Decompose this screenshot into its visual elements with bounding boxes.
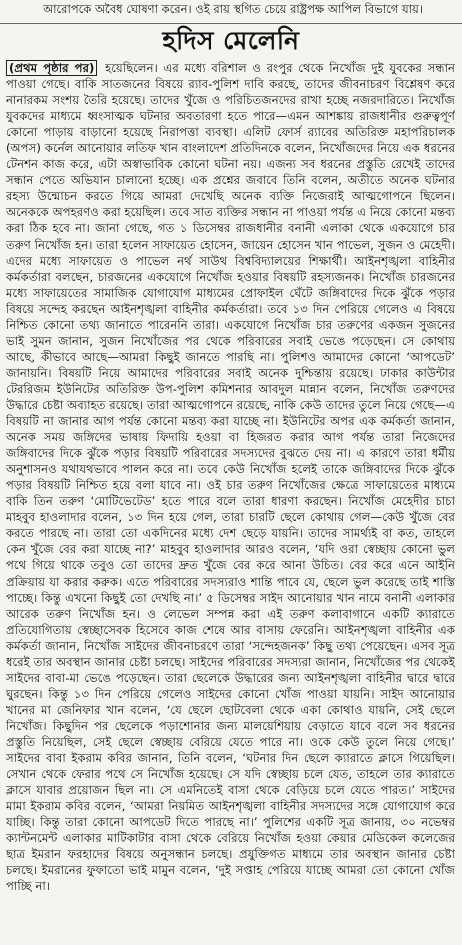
article-headline: হদিস মেলেনি — [162, 26, 300, 55]
continuation-tag: (প্রথম পৃষ্ঠার পর) — [6, 60, 97, 76]
body-text: হয়েছিলেন। এর মধ্যে বরিশাল ও রংপুর থেকে নিখোঁজ দুই যুবকের সন্ধান পাওয়া গেছে। বাকি সাতজনের বিষয়ে র‍্যাব-পুলিশ দাবি করছে, তাদের জীবনাচরণ বিশ্লেষণ করে নানারকম সংশয় তৈরি হয়েছে। তাদের খুঁজে ও পরিচিতজনদের রাখা হচ্ছে নজরদারিতে। নিখোঁজ যুবকদের মাধ্যমে ধ্বংসাত্মক ঘটনার অবতারণা হতে পারে—এমন আশঙ্কায় রাজধানীর গুরুত্বপূর্ণ কোনো পাড়ায় বাড়ানো হয়েছে নিরাপত্তা ব্যবস্থা। এলিট ফোর্স র‍্যাবের অতিরিক্ত মহাপরিচালক (অপস) কর্নেল আনোয়ার লতিফ খান বাংলাদেশ প্রতিদিনকে বলেন, নিখোঁজদের নিয়ে এক ধরনের টেনশন কাজ করে, এটা অস্বাভাবিক কোনো ঘটনা নয়। এজন্য সব ধরনের প্রস্তুতি রেখেই তাদের সন্ধান পেতে অভিযান চালানো হচ্ছে। এক প্রশ্নের জবাবে তিনি বলেন, অতীতে অনেক ঘটনার রহস্য উন্মোচন করতে গিয়ে আমরা দেখেছি অনেক ব্যক্তি নিজেরাই আত্মগোপনে ছিলেন। অনেককে অপহরণও করা হয়েছিল। তবে সাত ব্যক্তির সন্ধান না পাওয়া পর্যন্ত এ নিয়ে কোনো মন্তব্য করা ঠিক হবে না। জানা গেছে, গত ১ ডিসেম্বর রাজধানীর বনানী এলাকা থেকে একযোগে চার তরুণ নিখোঁজ হন। তারা হলেন সাফায়েত হোসেন, জায়েন হোসেন খান পাভেল, সুজন ও মেহেদী। এদের মধ্যে সাফায়েত ও পাভেল নর্থ সাউথ বিশ্ববিদ্যালয়ের শিক্ষার্থী। আইনশৃঙ্খলা বাহিনীর কর্মকর্তারা বলছেন, চারজনের একযোগে নিখোঁজ হওয়ার বিষয়টি রহস্যজনক। নিখোঁজ চারজনের মধ্যে সাফায়েতের সামাজিক যোগাযোগ মাধ্যমের প্রোফাইল ঘেঁটে জঙ্গিবাদের দিকে ঝুঁকে পড়ার বিষয়ে সন্দেহ করছেন আইনশৃঙ্খলা বাহিনীর কর্মকর্তারা। তবে ১৩ দিন পেরিয়ে গেলেও এ বিষয়ে নিশ্চিত কোনো তথ্য জানাতে পারেননি তারা। একযোগে নিখোঁজ চার তরুণের একজন সুজনের ভাই সুমন জানান, সুজন নিখোঁজের পর থেকে পরিবারের সবাই ভেঙে পড়েছেন। সে কোথায় আছে, কীভাবে আছে—আমরা কিছুই জানতে পারছি না। পুলিশও আমাদের কোনো ‘আপডেট’ জানায়নি। বিষয়টি নিয়ে আমাদের পরিবারের সবাই অনেক দুশ্চিন্তায় রয়েছে। ঢাকার কাউন্টার টেররিজম ইউনিটের অতিরিক্ত উপ-পুলিশ কমিশনার আবদুল মান্নান বলেন, নিখোঁজ তরুণদের উদ্ধারে চেষ্টা অব্যাহত রয়েছে। তারা আত্মগোপনে রয়েছে, নাকি কেউ তাদের তুলে নিয়ে গেছে—এ বিষয়টি না জানার আগ পর্যন্ত কোনো মন্তব্য করা যাচ্ছে না। ইউনিটের অপর এক কর্মকর্তা জানান, অনেক সময় জঙ্গিদের ভাষায় ফিদায়ি হওয়া বা হিজরত করার আগ পর্যন্ত তারা নিজেদের জঙ্গিবাদের দিকে ঝুঁকে পড়ার বিষয়টি পরিবারের সদস্যদের বুঝতে দেয় না। এ কারণে তারা ধর্মীয় অনুশাসনও যথাযথভাবে পালন করে না। তবে কেউ নিখোঁজ হলেই তাকে জঙ্গিবাদের দিকে ঝুঁকে পড়ার বিষয়টি নিশ্চিত হয়ে বলা যাবে না। ওই চার তরুণ নিখোঁজের ক্ষেত্রে সাফায়েতের মাধ্যমে বাকি তিন তরুণ ‘মোটিভেটেড’ হতে পারে বলে তারা ধারণা করছেন। নিখোঁজ মেহেদীর চাচা মাহবুব হাওলাদার বলেন, ১৩ দিন হয়ে গেল, তারা চারটি ছেলে কোথায় গেল—কেউ খুঁজে বের করতে পারছে না। তারা তো একদিনের মধ্যে দেশ ছেড়ে যায়নি। তাদের সামর্থ্যই বা কত, তাহলে কেন খুঁজে বের করা যাচ্ছে না?’ মাহবুব হাওলাদার আরও বলেন, ‘যদি ওরা স্বেচ্ছায় কোনো ভুল পথে গিয়ে থাকে তবুও তো তাদের দ্রুত খুঁজে বের করে আনা উচিত। বের করে এনে আইনি প্রক্রিয়ায় যা করার করুক। এতে পরিবারের সদস্যরাও শান্তি পাবে যে, ছেলে ভুল করেছে তাই শাস্তি পাচ্ছে। কিন্তু এখনো কিছুই তো দেখছি না।’ ৫ ডিসেম্বর সাইদ আনোয়ার খান নামে বনানী এলাকার আরেক তরুণ নিখোঁজ হন। ও লেভেল সম্পন্ন করা এই তরুণ কলাবাগানে একটি ক্যারাতে প্রতিযোগিতায় স্বেচ্ছাসেবক হিসেবে কাজ শেষে আর বাসায় ফেরেনি। আইনশৃঙ্খলা বাহিনীর এক কর্মকর্তা জানান, নিখোঁজ সাইদের জীবনাচরণে তারা ‘সন্দেহজনক’ কিছু তথ্য পেয়েছেন। এসব সূত্র ধরেই তার অবস্থান জানার চেষ্টা চলছে। সাইদের পরিবারের সদস্যরা জানান, নিখোঁজের পর থেকেই সাইদের বাবা-মা ভেঙে পড়েছেন। তারা ছেলেকে উদ্ধারের জন্য আইনশৃঙ্খলা বাহিনীর দ্বারে দ্বারে ঘুরছেন। কিন্তু ১৩ দিন পেরিয়ে গেলেও সাইদের কোনো খোঁজ পাওয়া যায়নি। সাইদ আনোয়ার খানের মা জেনিফার খান বলেন, ‘যে ছেলে ছোটবেলা থেকে একা কোথাও যায়নি, সেই ছেলে নিখোঁজ। কিছুদিন পর ছেলেকে পড়াশোনার জন্য মালয়েশিয়ায় বেড়াতে যাবে বলে সব ধরনের প্রস্তুতি নিয়েছিল, সেই ছেলে স্বেচ্ছায় বেরিয়ে যেতে পারে না। ওকে কেউ তুলে নিয়ে গেছে।’ সাইদের বাবা ইকরাম কবির জানান, তিনি বলেন, ‘ঘটনার দিন ছেলে ক্যারাতে ক্লাসে গিয়েছিল। সেখান থেকে ফেরার পথে সে নিখোঁজ হয়েছে। সে যদি স্বেচ্ছায় চলে যেত, তাহলে তার ক্যারাতে ক্লাসে যাবার প্রয়োজন ছিল না। সে এমনিতেই বাসা থেকে বেড়িয়ে চলে যেতে পারত।’ সাইদের মামা ইকরাম কবির বলেন, ‘আমরা নিয়মিত আইনশৃঙ্খলা বাহিনীর সদস্যদের সঙ্গে যোগাযোগ করে যাচ্ছি। কিন্তু তারা কোনো আপডেট দিতে পারছে না।’ পুলিশের একটি সূত্র জানায়, ৩০ নভেম্বর ক্যান্টনমেন্ট এলাকার মাটিকাটার বাসা থেকে বেরিয়ে নিখোঁজ হওয়া কেয়ার মেডিকেল কলেজের ছাত্র ইমরান ফরহাদের বিষয়ে অনুসন্ধান চলছে। প্রযুক্তিগত মাধ্যমে তার অবস্থান জানার চেষ্টা চলছে। ইমরানের ফুফাতো ভাই মামুন বলেন, ‘দুই সপ্তাহ পেরিয়ে যাচ্ছে আমরা তো কোনো খোঁজ পাচ্ছি না। — [6, 61, 455, 894]
previous-article-fragment: আরোপকে অবৈধ ঘোষণা করেন। ওই রায় স্থগিত চেয়ে রাষ্ট্রপক্ষ আপিল বিভাগে যায়। — [0, 0, 462, 24]
article-body — [6, 60, 455, 942]
article-paragraph — [6, 60, 455, 894]
